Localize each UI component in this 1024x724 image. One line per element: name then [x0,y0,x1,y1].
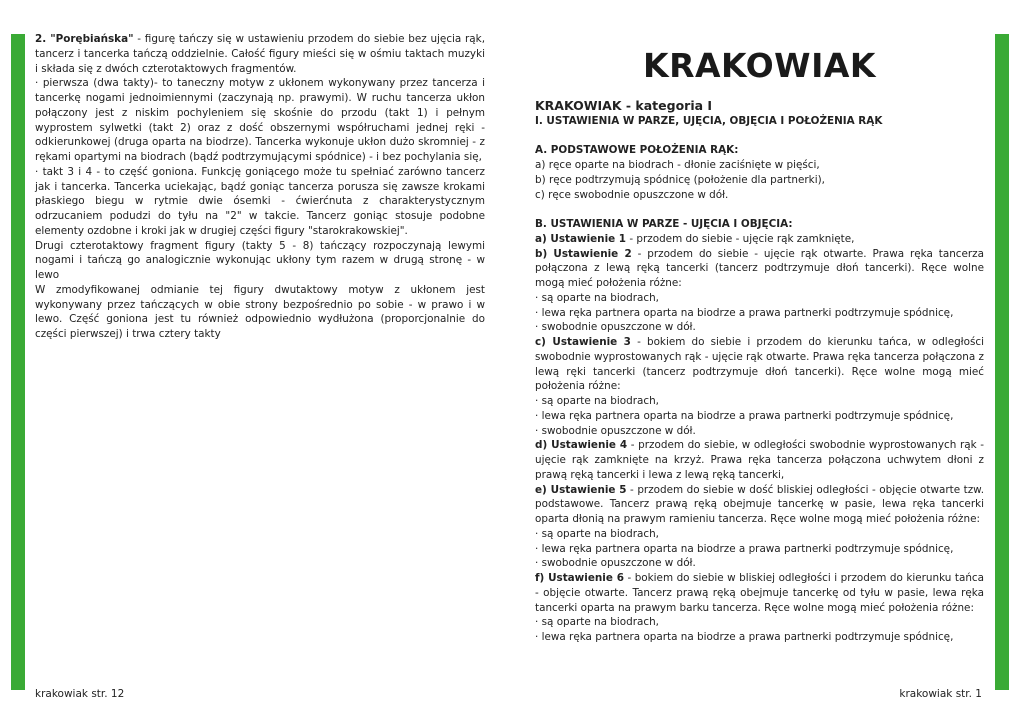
a-item-1: a) ręce oparte na biodrach - dłonie zaciśnięte w pięści, [535,159,820,171]
ustawienie-5-label: e) Ustawienie 5 [535,483,627,496]
u5-item-2: · lewa ręka partnera oparta na biodrze a prawa partnerki podtrzymuje spódnicę, [535,542,954,555]
u5-item-3: · swobodnie opuszczone w dół. [535,557,696,570]
right-green-margin-bar [995,34,1009,690]
ustawienie-6-label: f) Ustawienie 6 [535,572,624,584]
ustawienie-5-text: - przodem do siebie w dość bliskiej odległości - objęcie otwarte tzw. podstawowe. Tancerz prawą ręką obejmuje tancerkę w pasie, lewa ręka tancerki oparta dłonią na prawym ramieniu tancerza. Ręce wolne mogą mieć położenia różne: [535,483,984,525]
u6-item-1: · są oparte na biodrach, [535,616,659,629]
left-page-footer: krakowiak str. 12 [35,688,125,700]
ustawienie-1 [535,232,984,247]
a-item-3: c) ręce swobodnie opuszczone w dół. [535,188,729,201]
left-green-margin-bar [11,34,25,690]
ustawienie-2-label: b) Ustawienie 2 [535,247,632,260]
u3-item-1: · są oparte na biodrach, [535,395,659,407]
ustawienie-2-text: - przodem do siebie - ujęcie rąk otwarte. Prawa ręka tancerza połączona z lewą ręką tancerki (tancerz podtrzymuje dłoń tancerki). Ręce wolne mogą mieć położenia różne: [535,247,984,289]
right-page-body [535,99,984,645]
ustawienie-5 [535,483,984,527]
ustawienie-4 [535,438,984,482]
page-title: KRAKOWIAK [643,46,876,85]
ustawienie-4-label: d) Ustawienie 4 [535,439,628,452]
ustawienie-3-text: - bokiem do siebie i przodem do kierunku tańca, w odległości swobodnie wyprostowanych rąk - ujęcie rąk otwarte. Prawa ręka tancerza połączona z lewą ręki tancerki (tancerz podtrzymuje dłoń tancerki). Ręce wolne mogą mieć położenia różne: [535,336,985,393]
figure-description: - figurę tańczy się w ustawieniu przodem do siebie bez ujęcia rąk, tancerz i tancerka tańczą oddzielnie. Całość figury mieści się w ośmiu taktach muzyki i składa się z dwóch czterotaktowych fragmentów. [35,33,485,75]
section-a-heading: A. PODSTAWOWE POŁOŻENIA RĄK: [535,144,739,157]
u2-item-2: · lewa ręka partnera oparta na biodrze a prawa partnerki podtrzymuje spódnicę, [535,306,954,319]
second-fragment-paragraph: Drugi czterotaktowy fragment figury (takty 5 - 8) tańczący rozpoczynają lewymi nogami i tańczą go analogicznie wykonując ukłony tym razem w drugą stronę - w lewo [35,239,485,281]
u3-item-3: · swobodnie opuszczone w dół. [535,424,696,437]
figure-number: 2. [35,33,51,45]
ustawienie-3 [535,335,984,394]
u6-item-2: · lewa ręka partnera oparta na biodrze a prawa partnerki podtrzymuje spódnicę, [535,631,954,643]
bullet-first-part: · pierwsza (dwa takty)- to taneczny motyw z ukłonem wykonywany przez tancerza i tancerkę nogami jednoimiennymi (zaczynają np. prawymi). W ruchu tancerza ukłon połączony jest z niskim pochyleniem się skośnie do przodu (takt 1) i pełnym wyprostem sylwetki (takt 2) oraz z dość obszernymi współruchami jednej ręki - odkierunkowej (druga oparta na biodrze). Tancerka wykonuje ukłon dużo skromniej - z rękami opartymi na biodrach (bądź podtrzymującymi spódnice) - i bez pochylania się, [35,77,485,163]
u3-item-2: · lewa ręka partnera oparta na biodrze a prawa partnerki podtrzymuje spódnicę, [535,409,954,422]
u2-item-1: · są oparte na biodrach, [535,291,659,304]
modified-variant-paragraph: W zmodyfikowanej odmianie tej figury dwutaktowy motyw z ukłonem jest wykonywany przez tańczących w obie strony bezpośrednio po sobie - w prawo i w lewo. Część goniona jest tu również odpowiednio wydłużona (proporcjonalnie do części pierwszej) i trwa cztery takty [35,283,485,340]
ustawienie-1-label: a) Ustawienie 1 [535,232,627,245]
section-heading-positions: I. USTAWIENIA W PARZE, UJĘCIA, OBJĘCIA I POŁOŻENIA RĄK [535,114,883,127]
a-item-2: b) ręce podtrzymują spódnicę (położenie dla partnerki), [535,173,825,186]
figure-name: "Porębiańska" [50,33,134,45]
left-page-body [35,32,485,342]
bullet-chase-part: · takt 3 i 4 - to część goniona. Funkcję goniącego może tu spełniać zarówno tancerz jak i tancerka. Tancerka uciekając, bądź goniąc tancerza porusza się zawsze krokami płaskiego biegu w rytmie dwie ósemki - ćwierćnuta z charakterystycznym odrzucaniem podudzi do tyłu na "2" w takcie. Tancerz goniąc stosuje podobne elementy ozdobne i kroki jak w drugiej części figury "starokrakowskiej". [35,165,485,237]
ustawienie-1-text: - przodem do siebie - ujęcie rąk zamknięte, [626,232,855,245]
u5-item-1: · są oparte na biodrach, [535,527,659,540]
right-page-footer: krakowiak str. 1 [899,688,982,700]
porebianska-paragraph [35,32,485,76]
section-b-heading: B. USTAWIENIA W PARZE - UJĘCIA I OBJĘCIA: [535,218,793,230]
ustawienie-3-label: c) Ustawienie 3 [535,336,631,348]
ustawienie-6-text: - bokiem do siebie w bliskiej odległości i przodem do kierunku tańca - objęcie otwarte. Tancerz prawą ręką obejmuje tancerkę od tyłu w pasie, lewa ręka tancerki oparta na prawym barku tancerza. Ręce wolne mogą mieć położenia różne: [535,572,984,614]
ustawienie-6 [535,571,984,615]
ustawienie-4-text: - przodem do siebie, w odległości swobodnie wyprostowanych rąk - ujęcie rąk zamknięte na krzyż. Prawa ręka tancerza połączona uchwytem dłoni z prawą ręką tancerki i lewa z lewą ręką tancerki, [535,439,985,481]
u2-item-3: · swobodnie opuszczone w dół. [535,321,696,334]
ustawienie-2 [535,247,984,291]
category-subtitle: KRAKOWIAK - kategoria I [535,98,713,113]
